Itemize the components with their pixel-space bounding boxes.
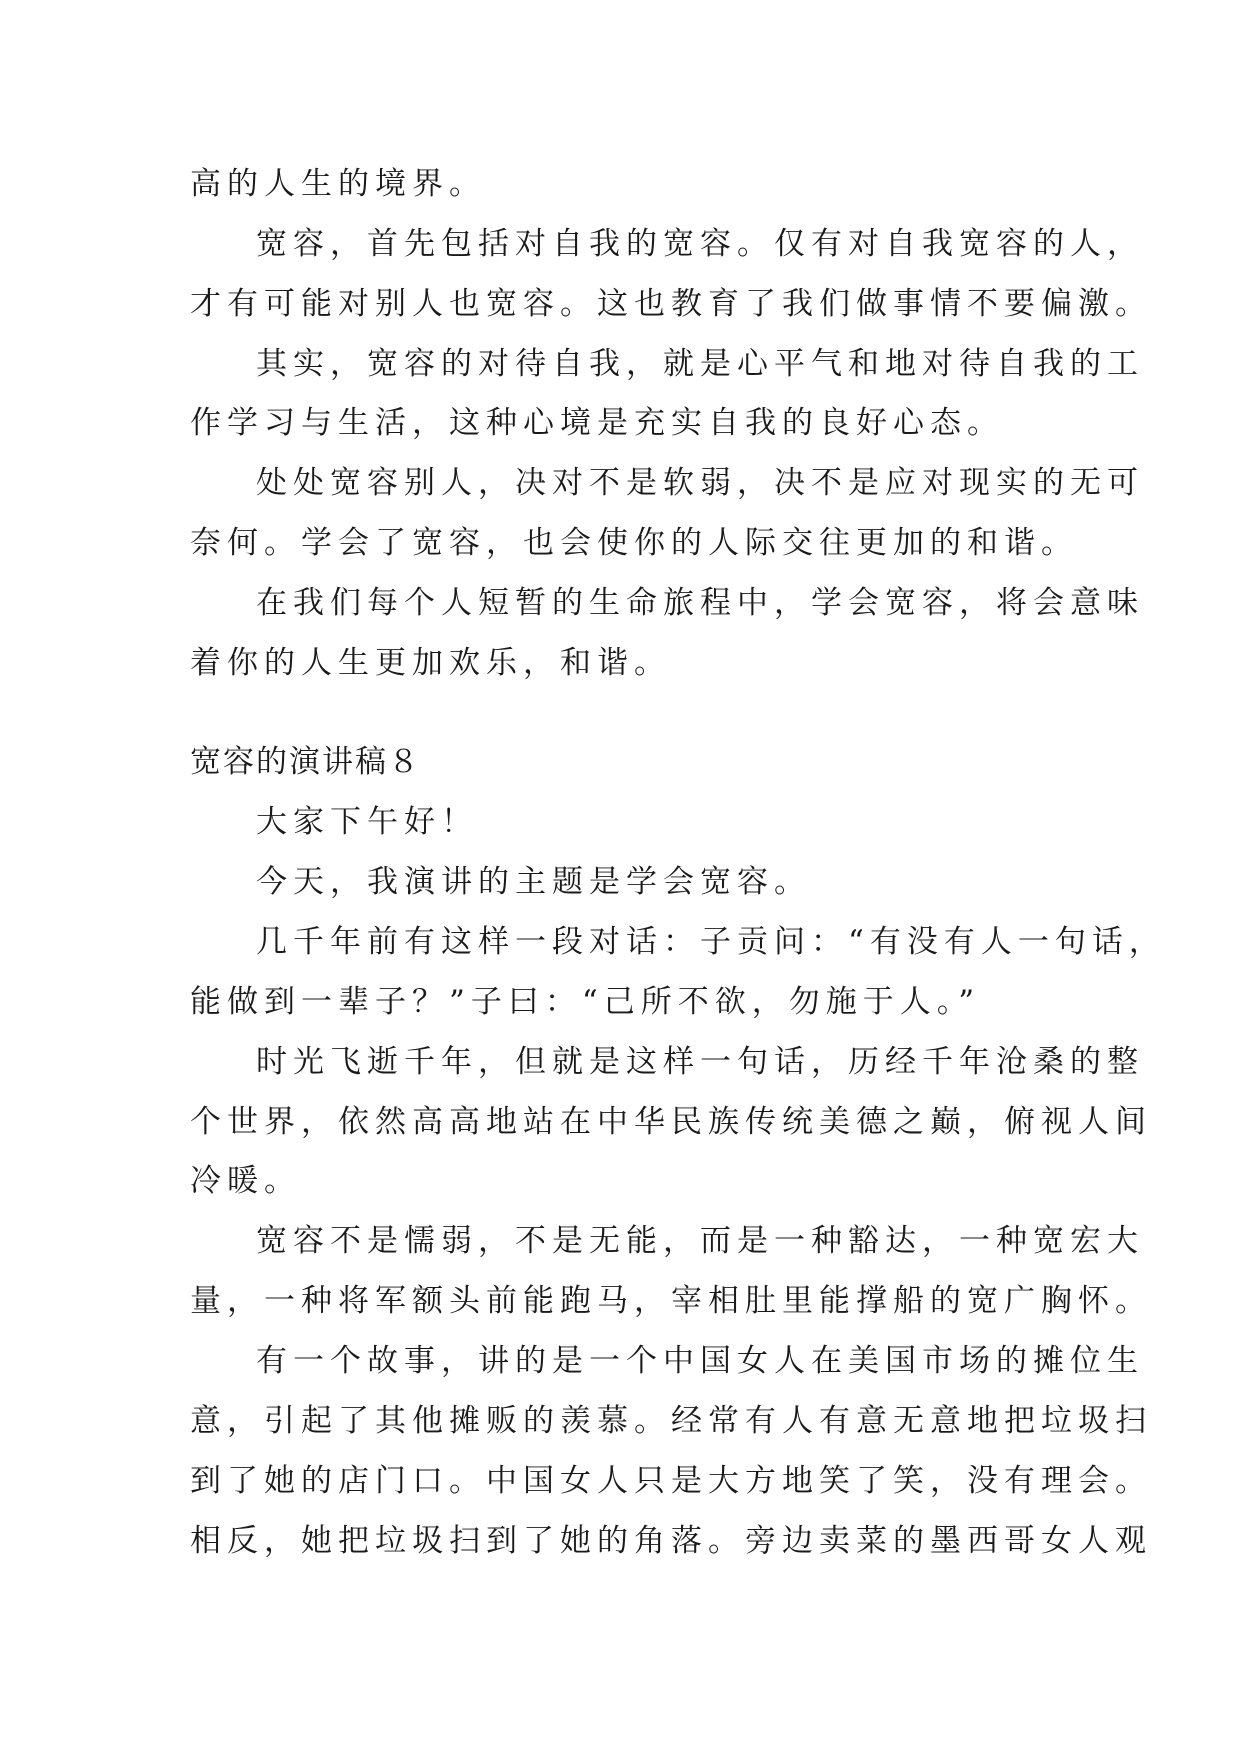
text-line: 相反，她把垃圾扫到了她的角落。旁边卖菜的墨西哥女人观	[190, 1523, 1152, 1559]
text-line: 奈何。学会了宽容，也会使你的人际交往更加的和谐。	[190, 525, 1078, 561]
text-line: 作学习与生活，这种心境是充实自我的良好心态。	[190, 405, 1004, 441]
text-line: 今天，我演讲的主题是学会宽容。	[256, 864, 811, 900]
text-line: 个世界，依然高高地站在中华民族传统美德之巅，俯视人间	[190, 1104, 1152, 1140]
text-line: 宽容不是懦弱，不是无能，而是一种豁达，一种宽宏大	[256, 1223, 1144, 1259]
text-line: 高的人生的境界。	[190, 166, 486, 202]
text-line: 冷暖。	[190, 1163, 301, 1199]
text-line: 处处宽容别人，决对不是软弱，决不是应对现实的无可	[256, 465, 1144, 501]
text-line: 宽容，首先包括对自我的宽容。仅有对自我宽容的人，	[256, 226, 1144, 262]
text-line: 量，一种将军额头前能跑马，宰相肚里能撑船的宽广胸怀。	[190, 1283, 1152, 1319]
text-line: 几千年前有这样一段对话：子贡问：“有没有人一句话，	[256, 924, 1166, 960]
text-line: 能做到一辈子？”子曰：“己所不欲，勿施于人。”	[190, 984, 981, 1020]
text-line: 在我们每个人短暂的生命旅程中，学会宽容，将会意味	[256, 585, 1144, 621]
text-line: 有一个故事，讲的是一个中国女人在美国市场的摊位生	[256, 1343, 1144, 1379]
text-line: 大家下午好！	[256, 804, 478, 840]
text-line: 才有可能对别人也宽容。这也教育了我们做事情不要偏激。	[190, 286, 1152, 322]
text-line: 时光飞逝千年，但就是这样一句话，历经千年沧桑的整	[256, 1044, 1144, 1080]
text-line: 着你的人生更加欢乐，和谐。	[190, 645, 671, 681]
text-line: 其实，宽容的对待自我，就是心平气和地对待自我的工	[256, 346, 1144, 382]
text-line: 到了她的店门口。中国女人只是大方地笑了笑，没有理会。	[190, 1463, 1152, 1499]
text-line: 意，引起了其他摊贩的羡慕。经常有人有意无意地把垃圾扫	[190, 1403, 1152, 1439]
section-heading: 宽容的演讲稿８	[190, 744, 421, 780]
